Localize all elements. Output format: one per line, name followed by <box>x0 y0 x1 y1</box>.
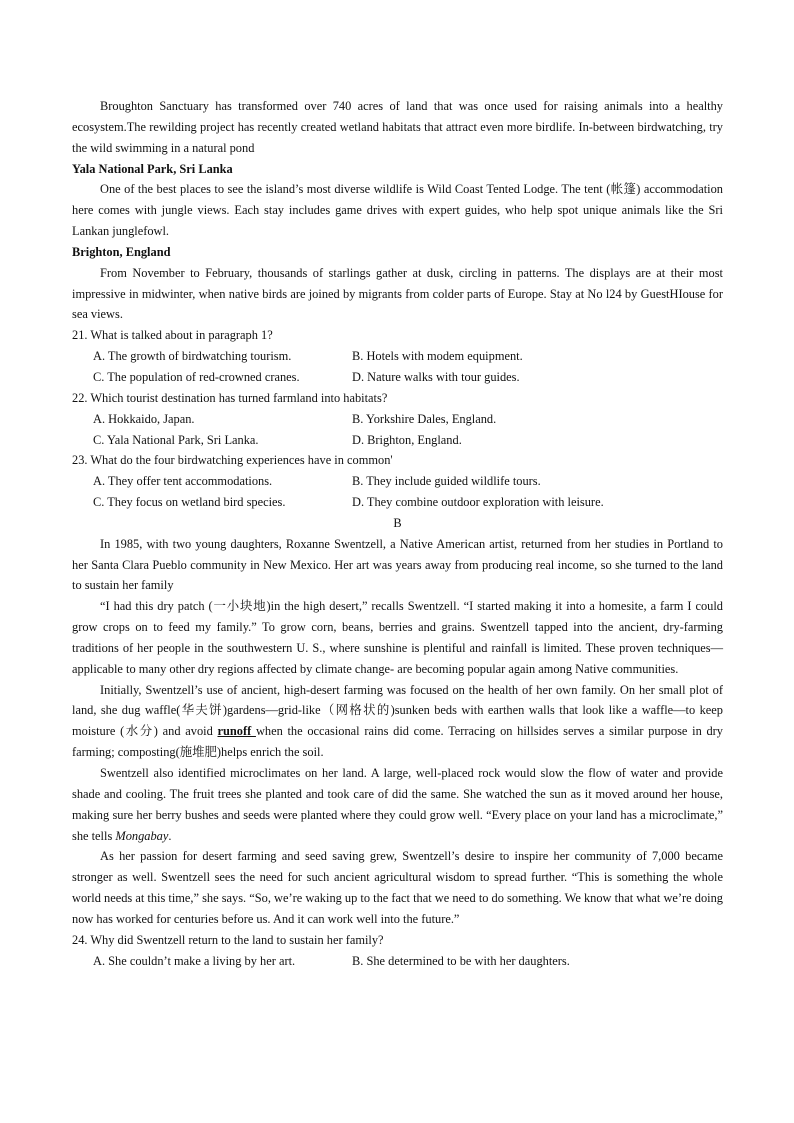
paragraph-b3-text-after: when the occasional rains did come. Terracing on hillsides serves a similar purpose in dry farming; composting(施堆肥)helps enrich the soil. <box>72 724 723 760</box>
question-options <box>72 346 723 388</box>
paragraph-b4-text: Swentzell also identified microclimates on her land. A large, well-placed rock would slow the flow of water and provide shade and cooling. The fruit trees she planted and took care of did the same. She watched the sun as it moved around her house, making sure her berry bushes and seeds were planted where they could grow well. “Every place on your land has a microclimate,” she tells <box>72 766 723 843</box>
option-b[interactable]: B. Yorkshire Dales, England. <box>352 411 497 426</box>
option-d[interactable]: D. Brighton, England. <box>352 432 462 447</box>
option-a[interactable]: A. The growth of birdwatching tourism. <box>93 349 292 364</box>
option-d[interactable]: D. Nature walks with tour guides. <box>352 369 520 384</box>
option-b[interactable]: B. She determined to be with her daughters. <box>352 953 570 968</box>
option-a[interactable]: A. Hokkaido, Japan. <box>93 411 195 426</box>
paragraph-b1: In 1985, with two young daughters, Roxanne Swentzell, a Native American artist, returned from her studies in Portland to her Santa Clara Pueblo community in New Mexico. Her art was years away from producing real income, so she turned to the land to sustain her family <box>72 536 723 593</box>
question-24 <box>72 930 723 972</box>
option-a[interactable]: A. She couldn’t make a living by her art. <box>93 953 296 968</box>
question-options <box>72 409 723 451</box>
option-d[interactable]: D. They combine outdoor exploration with leisure. <box>352 495 604 510</box>
paragraph-b5: As her passion for desert farming and seed saving grew, Swentzell’s desire to inspire her community of 7,000 became stronger as well. Swentzell sees the need for such ancient agricultural wisdom to spread further. “This is something the whole world needs at this time,” she says. “So, we’re waking up to the fact that we need to do something. We know that what we’re doing now has worked for centuries before us. And it can work well into the future.” <box>72 849 723 926</box>
question-options <box>72 471 723 513</box>
source-name-mongabay: Mongabay <box>115 828 169 843</box>
heading-yala: Yala National Park, Sri Lanka <box>72 161 233 176</box>
question-stem: 21. What is talked about in paragraph 1? <box>72 328 273 343</box>
paragraph-broughton: Broughton Sanctuary has transformed over 740 acres of land that was once used for raising animals into a healthy ecosystem.The rewilding project has recently created wetland habitats that attract even more birdlife. In-between birdwatching, try the wild swimming in a natural pond <box>72 99 723 155</box>
question-23 <box>72 450 723 513</box>
paragraph-b4-end: . <box>168 828 172 843</box>
option-b[interactable]: B. Hotels with modem equipment. <box>352 349 523 364</box>
paragraph-b3-text-before: Initially, Swentzell’s use of ancient, high-desert farming was focused on the health of her own family. On her small plot of land, she dug waffle(华夫饼)gardens—grid-like（网格状的)sunken beds with earthen walls that look like a waffle—to keep moisture (水分) and avoid <box>72 682 723 739</box>
question-stem: 24. Why did Swentzell return to the land to sustain her family? <box>72 932 384 947</box>
exam-page <box>72 96 723 971</box>
paragraph-brighton: From November to February, thousands of starlings gather at dusk, circling in patterns. The displays are at their most impressive in midwinter, when native birds are joined by migrants from colder parts of Europe. Stay at No l24 by GuestHIouse for sea views. <box>72 265 723 322</box>
option-c[interactable]: C. Yala National Park, Sri Lanka. <box>93 432 259 447</box>
underlined-word-runoff: runoff <box>217 724 256 739</box>
option-c[interactable]: C. The population of red-crowned cranes. <box>93 369 300 384</box>
paragraph-b4 <box>72 763 723 846</box>
question-stem: 22. Which tourist destination has turned farmland into habitats? <box>72 390 388 405</box>
section-b-label: B <box>393 515 402 530</box>
option-b[interactable]: B. They include guided wildlife tours. <box>352 474 541 489</box>
heading-brighton: Brighton, England <box>72 244 171 259</box>
paragraph-yala: One of the best places to see the island’s most diverse wildlife is Wild Coast Tented Lodge. The tent (帐篷) accommodation here comes with jungle views. Each stay includes game drives with expert guides, who help spot unique animals like the Sri Lankan junglefowl. <box>72 182 723 239</box>
question-22 <box>72 388 723 451</box>
question-options <box>72 951 723 972</box>
option-c[interactable]: C. They focus on wetland bird species. <box>93 495 286 510</box>
question-stem: 23. What do the four birdwatching experiences have in common' <box>72 453 393 468</box>
paragraph-b3 <box>72 680 723 763</box>
question-21 <box>72 325 723 388</box>
option-a[interactable]: A. They offer tent accommodations. <box>93 474 273 489</box>
paragraph-b2: “I had this dry patch (一小块地)in the high desert,” recalls Swentzell. “I started making it into a homesite, a farm I could grow crops on to feed my family.” To grow corn, beans, berries and grains. Swentzell tapped into the ancient, dry-farming traditions of her people in the southwestern U. S., where sunshine is plentiful and rainfall is limited. These proven techniques—applicable to many other dry regions affected by climate change- are becoming popular again among Native communities. <box>72 599 723 676</box>
